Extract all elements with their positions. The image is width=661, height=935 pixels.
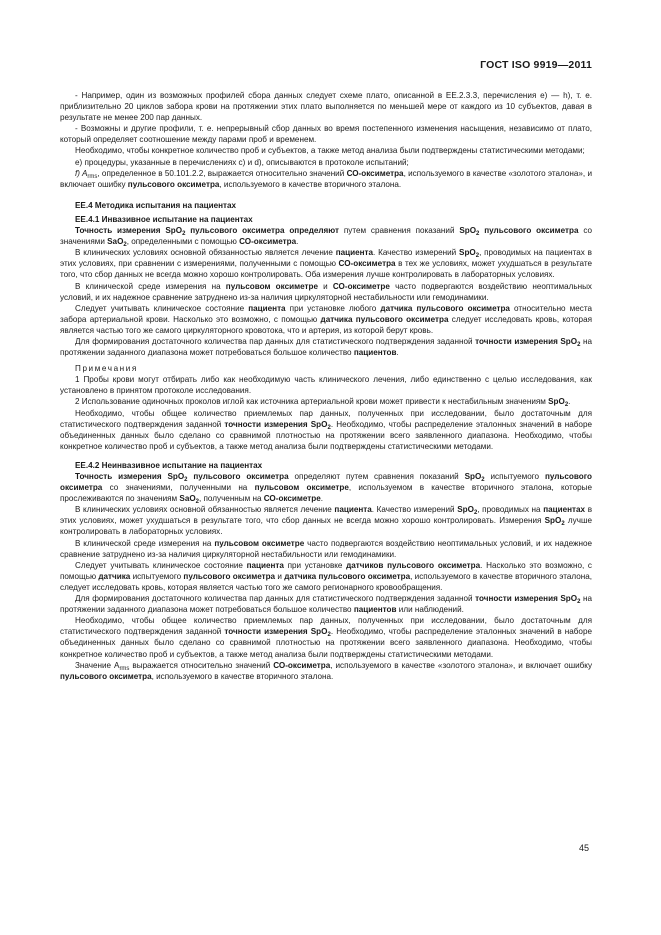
paragraph: e) процедуры, указанные в перечислениях c) и d), описываются в протоколе испытаний; [75, 157, 409, 167]
paragraph: Необходимо, чтобы общее количество приемлемых пар данных, полученных при исследовании, было достаточным для статистического подтверждения заданной точности измерения SpO$_2$. Необходимо, чтобы распределение эталонных значений в наборе объединенных данных было сделано со сравнимой плотностью на протяжении всего заявленного диапазона. Необходимо, чтобы конкретное количество проб и субъектов, а также метод анализа были подтверждены статистическими методами. [60, 408, 592, 451]
paragraph: В клинических условиях основной обязанностью является лечение пациента. Качество измерений SpO$_2$, проводимых на пациентах в этих условиях, при сравнении с измерениями, полученными с помощью СО-оксиметра в тех же условиях, может ухудшаться в результате того, что сбор данных не всегда можно хорошо контролировать. Оба измерения лучше контролировать в лабораторных условиях. [60, 248, 592, 280]
notes-heading: Примечания [75, 364, 138, 374]
note: 1 Пробы крови могут отбирать либо как необходимую часть клинического лечения, либо единственно с целью исследования, как установлено в принятом протоколе исследования. [60, 375, 592, 396]
paragraph: Точность измерения SpO$_2$ пульсового оксиметра определяют путем сравнения показаний SpO$_2$ испытуемого пульсового оксиметра со значениями, полученными на пульсовом оксиметре, используемом в качестве вторичного эталона, которые прослеживаются по значениям SaO$_2$, полученным на СО-оксиметре. [60, 472, 593, 506]
paragraph: Следует учитывать клиническое состояние пациента при установке любого датчика пульсового оксиметра относительно места забора артериальной крови. Насколько это возможно, с помощью датчика пульсового оксиметра следует исследовать кровь, которая является частью того же самого циркуляторного кровотока, что и артерия, из которой берут кровь. [60, 303, 592, 335]
paragraph: В клинической среде измерения на пульсовом оксиметре часто подвергаются воздействию неоптимальных условий, и их надежное сравнение затруднено из-за наличия циркуляторной нестабильности или гемодинамики. [60, 538, 592, 559]
standard-header: ГОСТ ISO 9919—2011 [480, 59, 592, 71]
paragraph: Следует учитывать клиническое состояние пациента при установке датчиков пульсового оксиметра. Насколько это возможно, с помощью датчика испытуемого пульсового оксиметра и датчика пульсового оксиметра, используемого в качестве вторичного эталона, следует исследовать кровь, которая является частью того же самого регионарного кровообращения. [60, 560, 592, 592]
subsection-heading: ЕЕ.4.1 Инвазивное испытание на пациентах [75, 214, 253, 224]
paragraph: Необходимо, чтобы конкретное количество проб и субъектов, а также метод анализа были подтверждены статистическими методами; [75, 146, 585, 156]
subsection-heading: ЕЕ.4.2 Неинвазивное испытание на пациентах [75, 460, 263, 470]
paragraph: Необходимо, чтобы общее количество приемлемых пар данных, полученных при исследовании, было достаточным для статистического подтверждения заданной точности измерения SpO$_2$. Необходимо, чтобы распределение эталонных значений в наборе объединенных данных было сделано со сравнимой плотностью на протяжении всего заявленного диапазона. Необходимо, чтобы конкретное количество проб и субъектов, а также метод анализа были подтверждены статистическими методами. [60, 616, 592, 659]
note: 2 Использование одиночных проколов иглой как источника артериальной крови может привести к нестабильным значениям SpO$_2$. [75, 397, 571, 409]
section-heading: ЕЕ.4 Методика испытания на пациентах [75, 200, 237, 210]
paragraph: f) $A_{rms}$, определенное в 50.101.2.2, выражается относительно значений СО-оксиметра, используемого в качестве «золотого эталона», и включает ошибку пульсового оксиметра, используемого в качестве вторичного эталона. [60, 168, 592, 189]
page-number: 45 [578, 843, 589, 853]
paragraph: Точность измерения SpO$_2$ пульсового оксиметра определяют путем сравнения показаний SpO$_2$ пульсового оксиметра со значениями SaO$_2$, определенными с помощью СО-оксиметра. [60, 226, 592, 249]
paragraph: - Возможны и другие профили, т. е. непрерывный сбор данных во время постепенного изменения насыщения, независимо от плато, который определяет соотношение между парами проб и временем. [60, 124, 592, 145]
paragraph: В клинических условиях основной обязанностью является лечение пациента. Качество измерений SpO$_2$, проводимых на пациентах в этих условиях, может ухудшаться в результате того, что сбор данных не всегда можно хорошо контролировать. Измерения SpO$_2$ лучше контролировать в лабораторных условиях. [60, 505, 593, 537]
paragraph: - Например, один из возможных профилей сбора данных следует схеме плато, описанной в ЕЕ.2.3.3, перечисления е) — h), т. е. приблизительно 20 циклов забора крови на протяжении этих плато выполняется по меньшей мере от каждого из 10 субъектов, давая в результате не менее 200 пар данных. [60, 91, 592, 123]
paragraph: Для формирования достаточного количества пар данных для статистического подтверждения заданной точности измерения SpO$_2$ на протяжении заданного диапазона может потребоваться большое количество пациентов или наблюдений. [60, 594, 592, 615]
paragraph: Значение $A_{rms}$ выражается относительно значений СО-оксиметра, используемого в качестве «золотого эталона», и включает ошибку пульсового оксиметра, используемого в качестве вторичного эталона. [60, 660, 593, 681]
paragraph: В клинической среде измерения на пульсовом оксиметре и СО-оксиметре часто подвергаются воздействию неоптимальных условий, и их надежное сравнение затруднено из-за наличия циркуляторной нестабильности или гемодинамики. [60, 281, 592, 302]
document-body [60, 90, 592, 682]
paragraph: Для формирования достаточного количества пар данных для статистического подтверждения заданной точности измерения SpO$_2$ на протяжении заданного диапазона может потребоваться большое количество пациентов. [60, 336, 592, 358]
